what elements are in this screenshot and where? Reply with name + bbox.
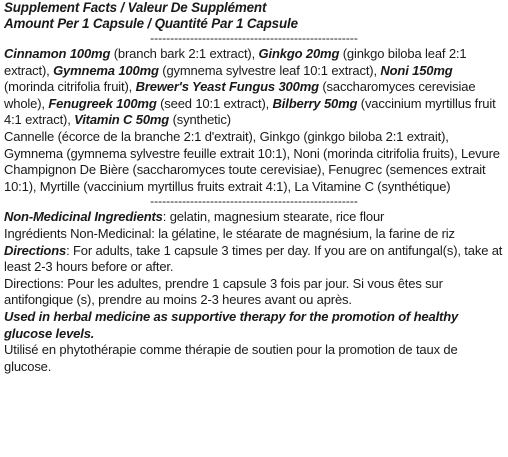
ingredients-english bbox=[4, 46, 504, 129]
ingredient-name: Cinnamon 100mg bbox=[4, 46, 111, 61]
ingredient-name: Noni 150mg bbox=[380, 62, 453, 78]
non-medicinal-english bbox=[4, 209, 504, 226]
non-medicinal-label: Non-Medicinal Ingredients bbox=[4, 209, 163, 225]
ingredient-desc: (vaccinium myrtillus fruit 4:1 extract), bbox=[4, 95, 496, 128]
ingredient-desc: (ginkgo biloba leaf 2:1 extract), bbox=[4, 46, 467, 78]
ingredient-name: Ginkgo 20mg bbox=[258, 46, 340, 61]
header-title-line1: Supplement Facts / Valeur De Supplément bbox=[4, 0, 267, 15]
ingredient-name: Vitamin C 50mg bbox=[74, 112, 170, 128]
directions-english bbox=[4, 243, 504, 276]
ingredient-name: Brewer's Yeast Fungus 300mg bbox=[135, 79, 319, 95]
ingredient-name: Fenugreek 100mg bbox=[48, 95, 157, 111]
ingredient-desc: (seed 10:1 extract), bbox=[156, 95, 273, 111]
divider-top: ---------------------------------------------------- bbox=[150, 32, 358, 44]
usage-english: Used in herbal medicine as supportive therapy for the promotion of healthy glucose levels. bbox=[4, 308, 459, 341]
directions-label: Directions bbox=[4, 242, 67, 258]
ingredient-desc: (saccharomyces cerevisiae whole), bbox=[4, 79, 476, 111]
non-medicinal-text: : gelatin, magnesium stearate, rice flour bbox=[162, 209, 385, 225]
directions-french: Directions: Pour les adultes, prendre 1 capsule 3 fois par jour. Si vous êtes sur antifongique (s), prendre au moins 2-3 heures avant ou après. bbox=[4, 275, 443, 308]
divider-bottom: ---------------------------------------------------- bbox=[150, 195, 358, 208]
directions-text: : For adults, take 1 capsule 3 times per day. If you are on antifungal(s), take at least 2-3 hours before or after. bbox=[4, 242, 503, 275]
ingredient-name: Bilberry 50mg bbox=[272, 95, 358, 111]
non-medicinal-french: Ingrédients Non-Medicinal: la gélatine, le stéarate de magnésium, la farine de riz bbox=[4, 225, 455, 241]
usage-french: Utilisé en phytothérapie comme thérapie de soutien pour la promotion de taux de glucose. bbox=[4, 342, 458, 374]
ingredient-desc: (branch bark 2:1 extract), bbox=[110, 46, 259, 61]
ingredient-desc: (synthetic) bbox=[169, 112, 231, 128]
ingredient-name: Gymnema 100mg bbox=[53, 62, 159, 78]
ingredients-french: Cannelle (écorce de la branche 2:1 d'extrait), Ginkgo (ginkgo biloba 2:1 extrait), Gymnema (gymnema sylvestre feuille extrait 10:1), Noni (morinda citrifolia fruits), Levure Champignon De Bière (saccharomyces toute cerevisiae), Fenugrec (semences extrait 10:1), Myrtille (vaccinium myrtillus fruits extrait 4:1), La Vitamine C (synthétique) bbox=[4, 128, 500, 194]
ingredient-desc: (morinda citrifolia fruit), bbox=[4, 79, 136, 95]
header-title-line2: Amount Per 1 Capsule / Quantité Par 1 Capsule bbox=[4, 16, 298, 31]
ingredient-desc: (gymnema sylvestre leaf 10:1 extract), bbox=[158, 62, 381, 78]
